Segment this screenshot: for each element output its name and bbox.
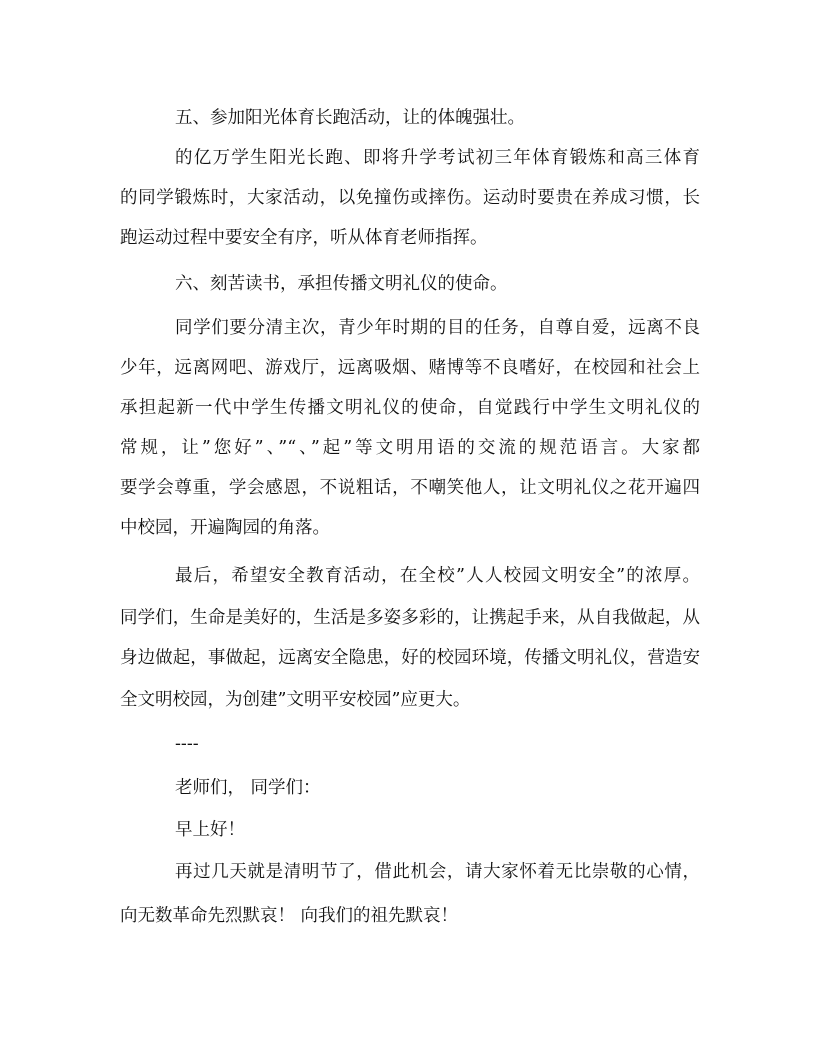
salutation: 老师们， 同学们： <box>175 778 321 798</box>
paragraph-line: 要学会尊重，学会感恩，不说粗话，不嘲笑他人，让文明礼仪之花开遍四 <box>120 478 700 498</box>
paragraph-line: 全文明校园，为创建”文明平安校园”应更大。 <box>120 690 471 710</box>
paragraph-line: 身边做起，事做起，远离安全隐患，好的校园环境，传播文明礼仪，营造安 <box>120 648 700 668</box>
paragraph-line: 跑运动过程中要安全有序，听从体育老师指挥。 <box>120 228 488 248</box>
paragraph-line: 向无数革命先烈默哀！ 向我们的祖先默哀！ <box>120 906 459 926</box>
paragraph-line: 常规，让”您好”、”“、”起”等文明用语的交流的规范语言。大家都 <box>120 438 700 458</box>
heading-5: 五、参加阳光体育长跑活动，让的体魄强壮。 <box>175 108 525 128</box>
heading-6: 六、刻苦读书，承担传播文明礼仪的使命。 <box>175 274 508 294</box>
paragraph-line: 的亿万学生阳光长跑、即将升学考试初三年体育锻炼和高三体育 <box>175 148 700 168</box>
paragraph-line: 最后，希望安全教育活动，在全校”人人校园文明安全”的浓厚。 <box>175 566 700 586</box>
greeting: 早上好！ <box>175 820 245 840</box>
paragraph-line: 少年，远离网吧、游戏厅，远离吸烟、赌博等不良嗜好，在校园和社会上 <box>120 358 700 378</box>
paragraph-line: 中校园，开遍陶园的角落。 <box>120 518 330 538</box>
paragraph-line: 再过几天就是清明节了，借此机会，请大家怀着无比崇敬的心情， <box>175 862 700 882</box>
paragraph-line: 承担起新一代中学生传播文明礼仪的使命，自觉践行中学生文明礼仪的 <box>120 398 700 418</box>
paragraph-line: 的同学锻炼时，大家活动，以免撞伤或摔伤。运动时要贵在养成习惯，长 <box>120 188 700 208</box>
separator: ---- <box>175 734 199 754</box>
paragraph-line: 同学们，生命是美好的，生活是多姿多彩的，让携起手来，从自我做起，从 <box>120 608 700 628</box>
paragraph-line: 同学们要分清主次，青少年时期的目的任务，自尊自爱，远离不良 <box>175 318 700 338</box>
